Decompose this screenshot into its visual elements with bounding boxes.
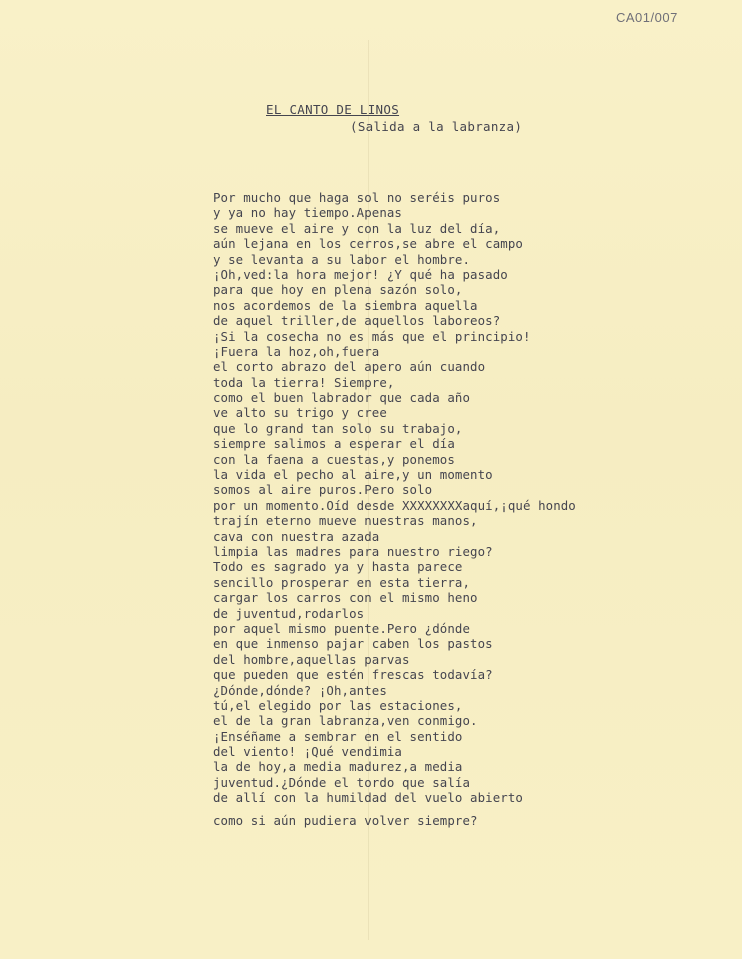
poem-line: como si aún pudiera volver siempre? — [213, 812, 478, 828]
poem-line: ve alto su trigo y cree — [213, 405, 387, 421]
poem-line: para que hoy en plena sazón solo, — [213, 282, 463, 298]
poem-line: del hombre,aquellas parvas — [213, 651, 410, 667]
poem-line: con la faena a cuestas,y ponemos — [213, 451, 455, 467]
poem-line: cava con nuestra azada — [213, 528, 380, 544]
poem-line: como el buen labrador que cada año — [213, 390, 471, 406]
poem-line: por un momento.Oíd desde XXXXXXXXaquí,¡qué hondo — [213, 497, 576, 513]
poem-line: ¡Fuera la hoz,oh,fuera — [213, 343, 380, 359]
poem-line: por aquel mismo puente.Pero ¿dónde — [213, 620, 471, 636]
poem-line: de allí con la humildad del vuelo abierto — [213, 790, 523, 806]
poem-line: del viento! ¡Qué vendimia — [213, 744, 402, 760]
poem-line: se mueve el aire y con la luz del día, — [213, 220, 501, 236]
poem-line: Todo es sagrado ya y hasta parece — [213, 559, 463, 575]
poem-title: EL CANTO DE LINOS — [266, 102, 400, 117]
poem-line: ¡Oh,ved:la hora mejor! ¿Y qué ha pasado — [213, 266, 508, 282]
poem-line: tú,el elegido por las estaciones, — [213, 697, 463, 713]
poem-line: ¿Dónde,dónde? ¡Oh,antes — [213, 682, 387, 698]
poem-line: cargar los carros con el mismo heno — [213, 590, 478, 606]
poem-line: de juventud,rodarlos — [213, 605, 365, 621]
poem-line: el corto abrazo del apero aún cuando — [213, 359, 486, 375]
poem-line: el de la gran labranza,ven conmigo. — [213, 713, 478, 729]
poem-line: somos al aire puros.Pero solo — [213, 482, 433, 498]
poem-line: Por mucho que haga sol no seréis puros — [213, 190, 501, 205]
poem-line: toda la tierra! Siempre, — [213, 374, 395, 390]
archive-reference: CA01/007 — [616, 10, 678, 25]
poem-line: y se levanta a su labor el hombre. — [213, 251, 471, 267]
poem-line: la de hoy,a media madurez,a media — [213, 759, 463, 775]
poem-line: y ya no hay tiempo.Apenas — [213, 205, 402, 221]
poem-line: ¡Si la cosecha no es más que el principio! — [213, 328, 531, 344]
poem-line: la vida el pecho al aire,y un momento — [213, 467, 493, 483]
poem-line: que pueden que estén frescas todavía? — [213, 667, 493, 683]
poem-body — [213, 190, 733, 828]
poem-line: aún lejana en los cerros,se abre el campo — [213, 236, 523, 252]
poem-line: que lo grand tan solo su trabajo, — [213, 420, 463, 436]
poem-line: limpia las madres para nuestro riego? — [213, 543, 493, 559]
poem-line: sencillo prosperar en esta tierra, — [213, 574, 471, 590]
poem-line: ¡Enséñame a sembrar en el sentido — [213, 728, 463, 744]
poem-subtitle: (Salida a la labranza) — [350, 119, 523, 134]
poem-line: trajín eterno mueve nuestras manos, — [213, 513, 478, 529]
poem-line: en que inmenso pajar caben los pastos — [213, 636, 493, 652]
poem-line: juventud.¿Dónde el tordo que salía — [213, 774, 471, 790]
poem-line: siempre salimos a esperar el día — [213, 436, 455, 452]
poem-line: nos acordemos de la siembra aquella — [213, 297, 478, 313]
poem-line: de aquel triller,de aquellos laboreos? — [213, 313, 501, 329]
